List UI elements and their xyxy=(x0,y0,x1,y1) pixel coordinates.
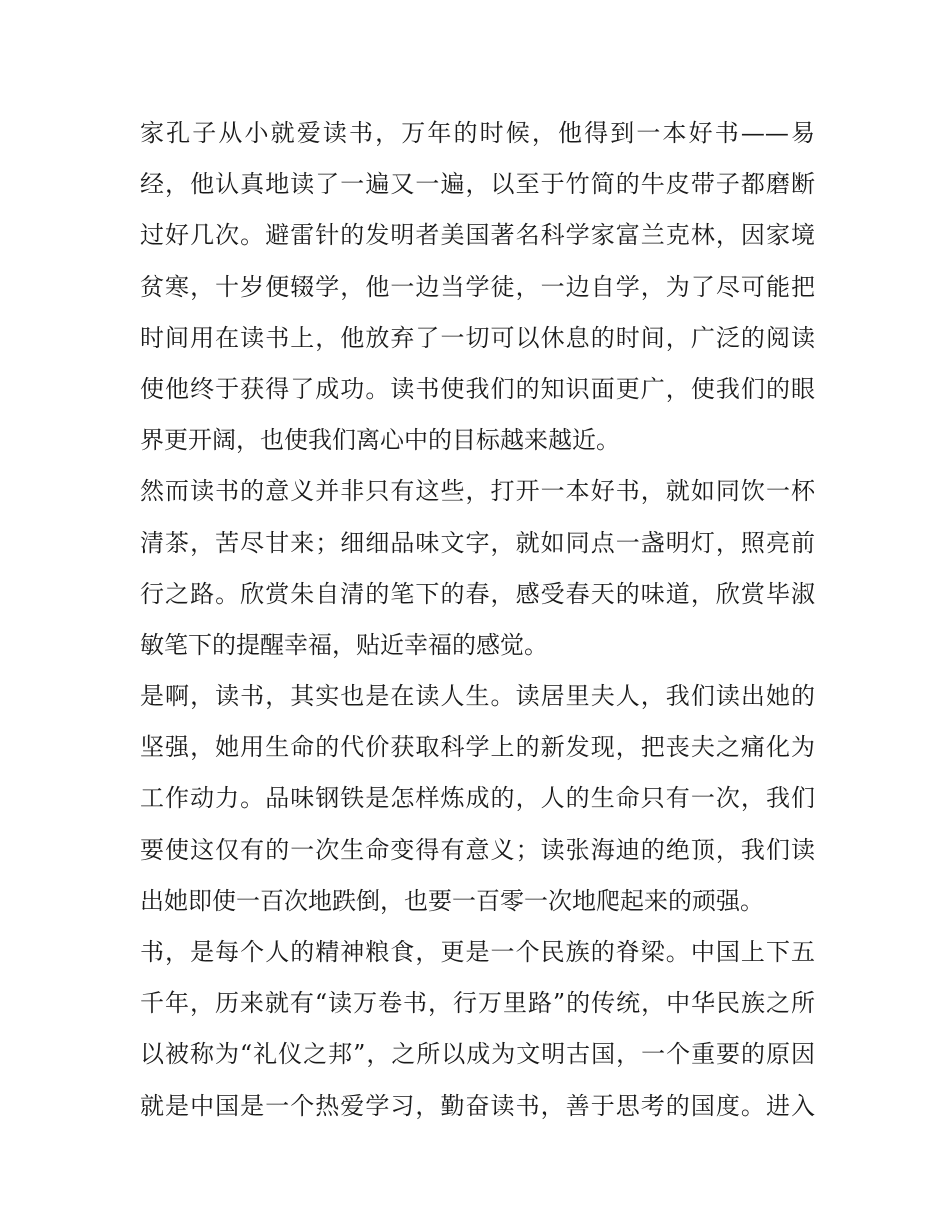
text-line: 时间用在读书上，他放弃了一切可以休息的时间，广泛的阅读 xyxy=(140,323,815,352)
text-line: 工作动力。品味钢铁是怎样炼成的，人的生命只有一次，我们 xyxy=(140,784,815,813)
text-line: 界更开阔，也使我们离心中的目标越来越近。 xyxy=(140,426,620,455)
paragraph xyxy=(140,927,815,1132)
paragraph xyxy=(140,466,815,671)
text-line: 使他终于获得了成功。读书使我们的知识面更广，使我们的眼 xyxy=(140,374,815,403)
text-line: 敏笔下的提醒幸福，贴近幸福的感觉。 xyxy=(140,630,548,659)
document-body xyxy=(140,108,815,1132)
text-line: 清茶，苦尽甘来；细细品味文字，就如同点一盏明灯，照亮前 xyxy=(140,528,815,557)
paragraph xyxy=(140,108,815,466)
text-line: 要使这仅有的一次生命变得有意义；读张海迪的绝顶，我们读 xyxy=(140,835,815,864)
text-line: 过好几次。避雷针的发明者美国著名科学家富兰克林，因家境 xyxy=(140,221,815,250)
text-line: 就是中国是一个热爱学习，勤奋读书，善于思考的国度。进入 xyxy=(140,1091,815,1120)
text-line: 经，他认真地读了一遍又一遍，以至于竹简的牛皮带子都磨断 xyxy=(140,170,815,199)
text-line: 坚强，她用生命的代价获取科学上的新发现，把丧夫之痛化为 xyxy=(140,733,815,762)
text-line: 出她即使一百次地跌倒，也要一百零一次地爬起来的顽强。 xyxy=(140,886,764,915)
text-line: 行之路。欣赏朱自清的笔下的春，感受春天的味道，欣赏毕淑 xyxy=(140,579,815,608)
paragraph xyxy=(140,671,815,927)
text-line: 以被称为“礼仪之邦”，之所以成为文明古国，一个重要的原因 xyxy=(140,1040,815,1069)
text-line: 然而读书的意义并非只有这些，打开一本好书，就如同饮一杯 xyxy=(140,477,815,506)
text-line: 贫寒，十岁便辍学，他一边当学徒，一边自学，为了尽可能把 xyxy=(140,272,815,301)
text-line: 书，是每个人的精神粮食，更是一个民族的脊梁。中国上下五 xyxy=(140,938,815,966)
text-line: 千年，历来就有“读万卷书，行万里路”的传统，中华民族之所 xyxy=(140,989,815,1018)
text-line: 是啊，读书，其实也是在读人生。读居里夫人，我们读出她的 xyxy=(140,682,815,711)
text-line: 家孔子从小就爱读书，万年的时候，他得到一本好书——易 xyxy=(140,119,815,147)
